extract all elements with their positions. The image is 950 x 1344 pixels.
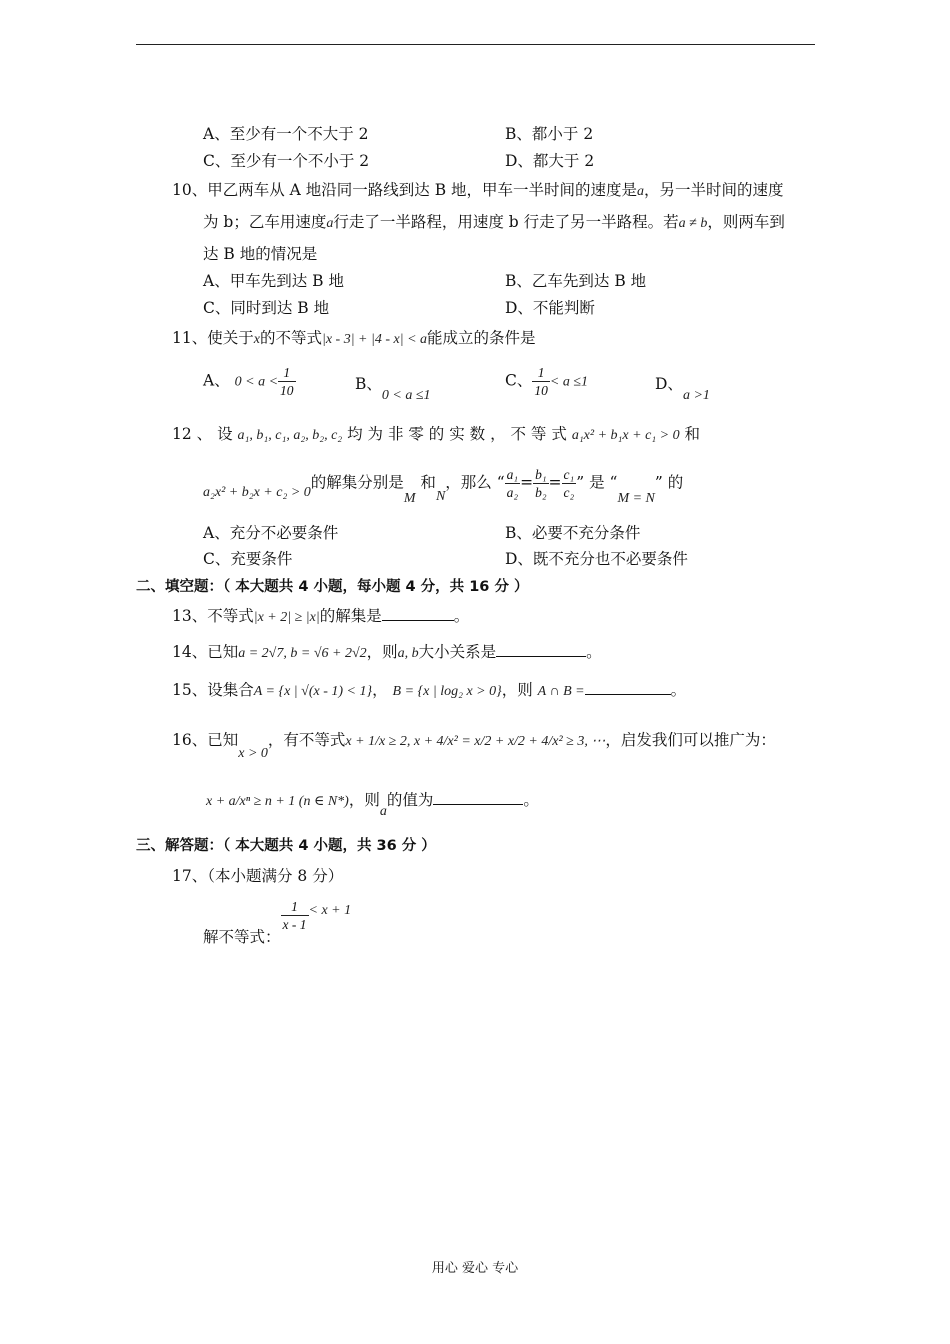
q9-option-a: A、至少有一个不大于 2 bbox=[203, 125, 369, 143]
q16-line-1: 16、已知x > 0，有不等式x + 1/x ≥ 2, x + 4/x² = x/2 + x/2 + 4/x² ≥ 3, ⋯，启发我们可以推广为： bbox=[172, 731, 776, 761]
q10-line-3: 达 B 地的情况是 bbox=[203, 245, 318, 263]
q16-line-2: x + a/xⁿ ≥ n + 1 (n ∈ N*)，则a的值为 。 bbox=[206, 791, 539, 819]
q11-option-d: D、a >1 bbox=[655, 375, 710, 403]
q14: 14、已知a = 2√7, b = √6 + 2√2，则a, b大小关系是 。 bbox=[172, 643, 602, 661]
q12-line-1: 12 、 设 a₁, b₁, c₁, a₂, b₂, c₂ 均 为 非 零 的 实 数 ， 不 等 式 a₁x² + b₁x + c₁ > 0 和 bbox=[172, 425, 701, 443]
q14-answer-blank bbox=[496, 642, 586, 657]
q10-line-1: 10、甲乙两车从 A 地沿同一路线到达 B 地，甲车一半时间的速度是a，另一半时间的速度 bbox=[172, 181, 784, 199]
header-rule bbox=[136, 44, 815, 45]
q12-line-2: a₂x² + b₂x + c₂ > 0的解集分别是M 和N，那么 “ $\frac{\text{a₁}}{\text{a₂}}$ = $\frac{\text{b₁}}{\text{b₂}}$ = $\frac{\text{c₁}}{\text{c₂}}$ ” 是 “M = N” 的 bbox=[203, 467, 684, 506]
q9-option-c: C、至少有一个不小于 2 bbox=[203, 152, 370, 170]
section-3-heading: 三、解答题：（ 本大题共 4 小题，共 36 分 ） bbox=[136, 838, 436, 854]
page-footer: 用心 爱心 专心 bbox=[431, 1261, 519, 1276]
q16-answer-blank bbox=[433, 790, 523, 805]
q12-option-b: B、必要不充分条件 bbox=[505, 524, 641, 542]
q9-option-d: D、都大于 2 bbox=[505, 152, 595, 170]
q11-option-a: A、 0 < a < $\frac{1}{10}$ bbox=[203, 365, 294, 398]
q13-answer-blank bbox=[382, 606, 454, 621]
q17-title: 17、（本小题满分 8 分） bbox=[172, 867, 344, 885]
q11-option-b: B、0 < a ≤1 bbox=[355, 375, 431, 403]
q9-option-b: B、都小于 2 bbox=[505, 125, 594, 143]
section-2-heading: 二、填空题：（ 本大题共 4 小题，每小题 4 分，共 16 分 ） bbox=[136, 579, 529, 595]
q17-problem: 解不等式： $\frac{1}{x - 1}$ < x + 1 bbox=[203, 899, 352, 946]
q11-option-c: C、 $\frac{1}{10}$ < a ≤1 bbox=[505, 365, 589, 398]
q12-option-c: C、充要条件 bbox=[203, 550, 293, 568]
q10-line-2: 为 b；乙车用速度a行走了一半路程，用速度 b 行走了另一半路程。若a ≠ b，则两车到 bbox=[203, 213, 785, 231]
q10-option-d: D、不能判断 bbox=[505, 299, 595, 317]
q10-option-b: B、乙车先到达 B 地 bbox=[505, 272, 647, 290]
q15-answer-blank bbox=[585, 680, 671, 695]
q12-option-a: A、充分不必要条件 bbox=[203, 524, 339, 542]
q13: 13、不等式|x + 2| ≥ |x|的解集是 。 bbox=[172, 607, 470, 625]
q10-option-a: A、甲车先到达 B 地 bbox=[203, 272, 344, 290]
q10-option-c: C、同时到达 B 地 bbox=[203, 299, 330, 317]
q12-option-d: D、既不充分也不必要条件 bbox=[505, 550, 688, 568]
q15: 15、设集合A = {x | √(x - 1) < 1}， B = {x | log₂ x > 0}，则 A ∩ B = 。 bbox=[172, 681, 687, 699]
q11-stem: 11、使关于x的不等式|x - 3| + |4 - x| < a能成立的条件是 bbox=[172, 329, 536, 347]
